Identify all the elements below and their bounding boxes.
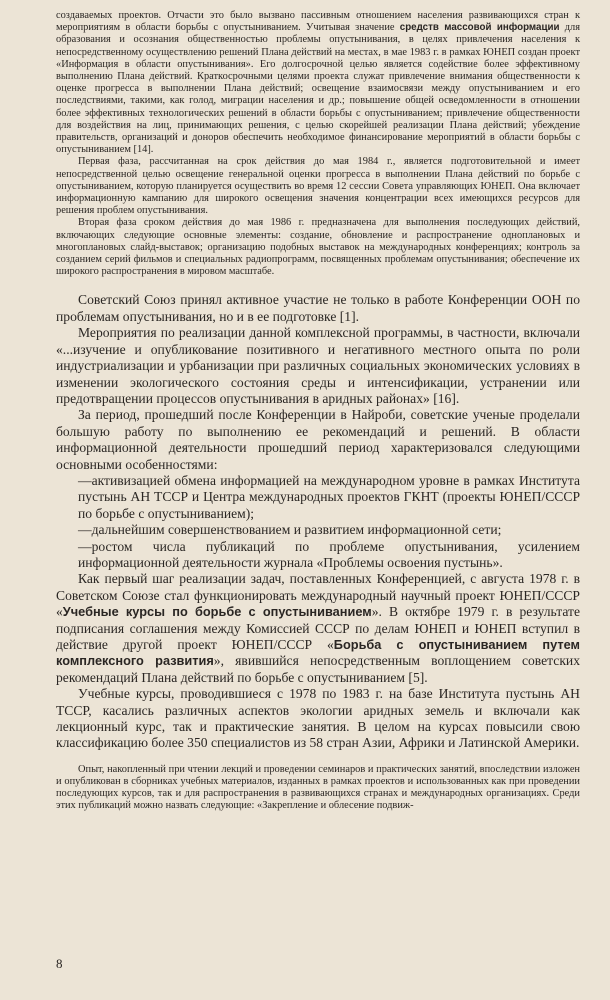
text-run: Как первый шаг реализации задач, поставленных Конференцией, с августа 1978 г. в Советском Союзе стал функционировать международный научный проект ЮНЕП/СССР « xyxy=(56,571,580,620)
paragraph-courses: Учебные курсы, проводившиеся с 1978 по 1983 г. на базе Института пустынь АН ТССР, касались различных аспектов экологии аридных земель и включали как лекционный курс, так и практические занятия. В целом на курсах повысили свою классификацию более 350 специалистов из 58 стран Азии, Африки и Латинской Америки. xyxy=(56,686,580,751)
bold-project-title: Учебные курсы по борьбе с опустыниванием xyxy=(62,604,372,620)
paragraph-experience: Опыт, накопленный при чтении лекций и проведении семинаров и практических занятий, впоследствии изложен и опубликован в сборниках учебных материалов, изданных в рамках проектов и использованных как при проведении последующих курсов, так и для распространения в развивающихся странах и международных организациях. Среди этих публикаций можно назвать следующие: «Закрепление и облесение подвиж- xyxy=(56,763,580,812)
page-number: 8 xyxy=(56,956,63,971)
paragraph-first-step xyxy=(56,571,580,686)
paragraph-measures: Мероприятия по реализации данной комплексной программы, в частности, включали «...изучение и опубликование позитивного и негативного местного опыта по роли индустриализации и урбанизации при различных социальных экономических условиях в изменении экологического состояния среды и интенсификации, устранении или предотвращении процессов опустынивания в аридных районах» [16]. xyxy=(56,325,580,406)
paragraph-first-phase: Первая фаза, рассчитанная на срок действия до мая 1984 г., является подготовительной и имеет непосредственной целью освещение генеральной оценки прогресса в выполнении Плана действий по борьбе с опустыниванием, которую планируется осуществить во время 12 сессии Совета управляющих ЮНЕП. Она включает информационную кампанию для широкого освещения значения концентрации всех имеющихся ресурсов для решения проблем опустынивания. xyxy=(56,156,580,217)
paragraph-soviet-union: Советский Союз принял активное участие не только в работе Конференции ООН по проблемам опустынивания, но и в ее подготовке [1]. xyxy=(56,292,580,324)
bold-project-title: Борьба с опустыниванием путем комплексного развития xyxy=(56,637,581,669)
paragraph-second-phase: Вторая фаза сроком действия до мая 1986 г. предназначена для выполнения последующих действий, включающих следующие основные элементы: создание, обновление и распространение одноплановых и многоплановых слайд-выставок; организацию подобных выставок на международных конференциях; контроль за созданием серий фильмов и специальных радиопрограмм, посвященных проблемам опустынивания; обеспечение их широкого распространения в мировом масштабе. xyxy=(56,217,580,278)
dash-item-network: —дальнейшим совершенствованием и развитием информационной сети; xyxy=(78,522,502,538)
dash-item-publications: —ростом числа публикаций по проблеме опустынивания, усилением информационной деятельности журнала «Проблемы освоения пустынь». xyxy=(78,538,580,570)
paragraph-mass-media xyxy=(56,10,580,156)
text-run: создаваемых проектов. Отчасти это было вызвано пассивным отношением населения развивающихся стран к мероприятиям в области борьбы с опустыниванием. Учитывая значение xyxy=(56,10,580,34)
text-run: для образования и осознания общественностью проблемы опустынивания, в целях привлечения населения к непосредственному осуществлению решений Плана действий на местах, в мае 1983 г. в рамках ЮНЕП создан проект «Информация в области опустынивания». Его долгосрочной целью является содействие более эффективному выполнению Плана действий. Краткосрочными целями проекта служат привлечение внимания общественности к оценке прогресса в выполнении Плана действий; освещение взаимосвязи между опустыниванием и его последствиями, такими, как голод, миграции населения и др.; повышение общей осведомленности в отношении более эффективных технологических решений в области борьбы с опустыниванием; привлечение общественности для воздействия на лиц, принимающих решения, с целью скорейшей реализации Плана действий; убеждение правительств, организаций и доноров обеспечить необходимое финансирование мероприятий в области борьбы с опустыниванием [14]. xyxy=(56,22,580,156)
text-run: », явившийся непосредственным воплощением советских рекомендаций Плана действий по борьбе с опустыниванием [5]. xyxy=(56,653,581,685)
page-body xyxy=(56,10,580,813)
bold-term: средств массовой информации xyxy=(399,22,560,34)
text-run: ». В октябре 1979 г. в результате подписания соглашения между Комиссией СССР по делам ЮНЕП и ЮНЕП вступил в действие другой проект ЮНЕП/СССР « xyxy=(56,604,580,652)
paragraph-nairobi: За период, прошедший после Конференции в Найроби, советские ученые проделали большую работу по выполнению ее рекомендаций и решений. В области информационной деятельности прошедший период характеризовался следующими основными особенностями: xyxy=(56,407,580,472)
dash-item-exchange: —активизацией обмена информацией на международном уровне в рамках Института пустынь АН ТССР и Центра международных проектов ГКНТ (проекты ЮНЕП/СССР по борьбе с опустыниванием); xyxy=(78,472,580,521)
